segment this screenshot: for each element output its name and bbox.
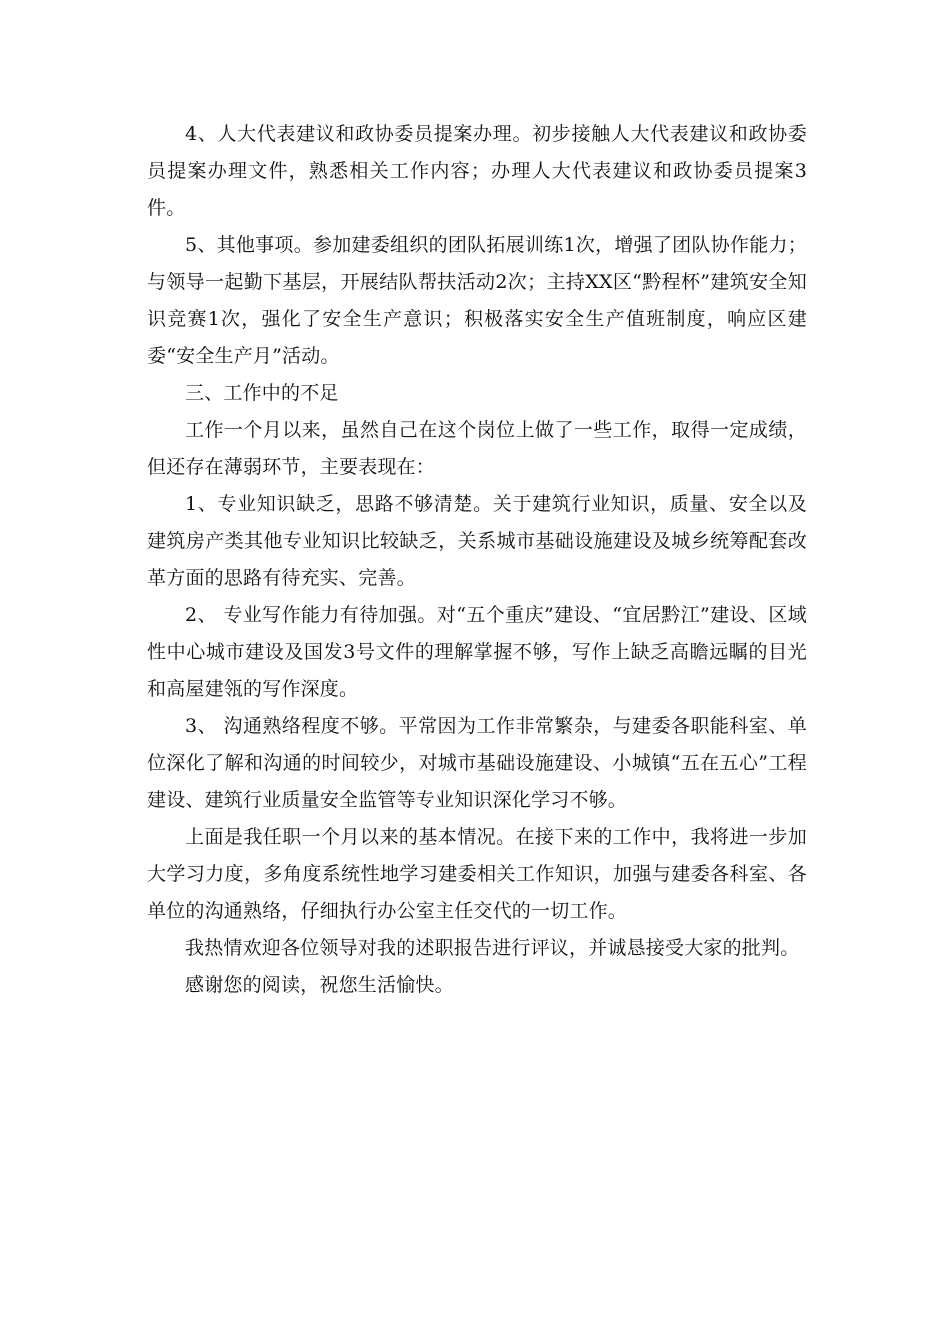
paragraph-shortcoming-writing: 2、 专业写作能力有待加强。对“五个重庆”建设、“宜居黔江”建设、区域性中心城市建设及国发3号文件的理解掌握不够，写作上缺乏高瞻远瞩的目光和高屋建瓴的写作深度。 — [147, 604, 807, 700]
paragraph-shortcoming-knowledge: 1、专业知识缺乏，思路不够清楚。关于建筑行业知识，质量、安全以及建筑房产类其他专业知识比较缺乏，关系城市基础设施建设及城乡统筹配套改革方面的思路有待充实、完善。 — [147, 493, 807, 589]
paragraph-shortcomings-intro: 工作一个月以来，虽然自己在这个岗位上做了一些工作，取得一定成绩，但还存在薄弱环节，主要表现在： — [147, 419, 807, 478]
paragraph-shortcoming-communication: 3、 沟通熟络程度不够。平常因为工作非常繁杂，与建委各职能科室、单位深化了解和沟通的时间较少，对城市基础设施建设、小城镇“五在五心”工程建设、建筑行业质量安全监管等专业知识深化学习不够。 — [147, 715, 807, 811]
paragraph-welcome-review: 我热情欢迎各位领导对我的述职报告进行评议，并诚恳接受大家的批判。 — [185, 937, 800, 959]
paragraph-other-matters: 5、其他事项。参加建委组织的团队拓展训练1次，增强了团队协作能力；与领导一起勤下基层，开展结队帮扶活动2次；主持XX区“黔程杯”建筑安全知识竞赛1次，强化了安全生产意识；积极落实安全生产值班制度，响应区建委“安全生产月”活动。 — [147, 234, 807, 367]
document-body — [147, 116, 807, 1004]
paragraph-summary: 上面是我任职一个月以来的基本情况。在接下来的工作中，我将进一步加大学习力度，多角度系统性地学习建委相关工作知识，加强与建委各科室、各单位的沟通熟络，仔细执行办公室主任交代的一切工作。 — [147, 826, 807, 922]
section-heading-shortcomings: 三、工作中的不足 — [185, 382, 339, 404]
paragraph-proposal-handling: 4、人大代表建议和政协委员提案办理。初步接触人大代表建议和政协委员提案办理文件，熟悉相关工作内容；办理人大代表建议和政协委员提案3件。 — [147, 123, 807, 219]
paragraph-closing-thanks: 感谢您的阅读，祝您生活愉快。 — [185, 974, 454, 996]
